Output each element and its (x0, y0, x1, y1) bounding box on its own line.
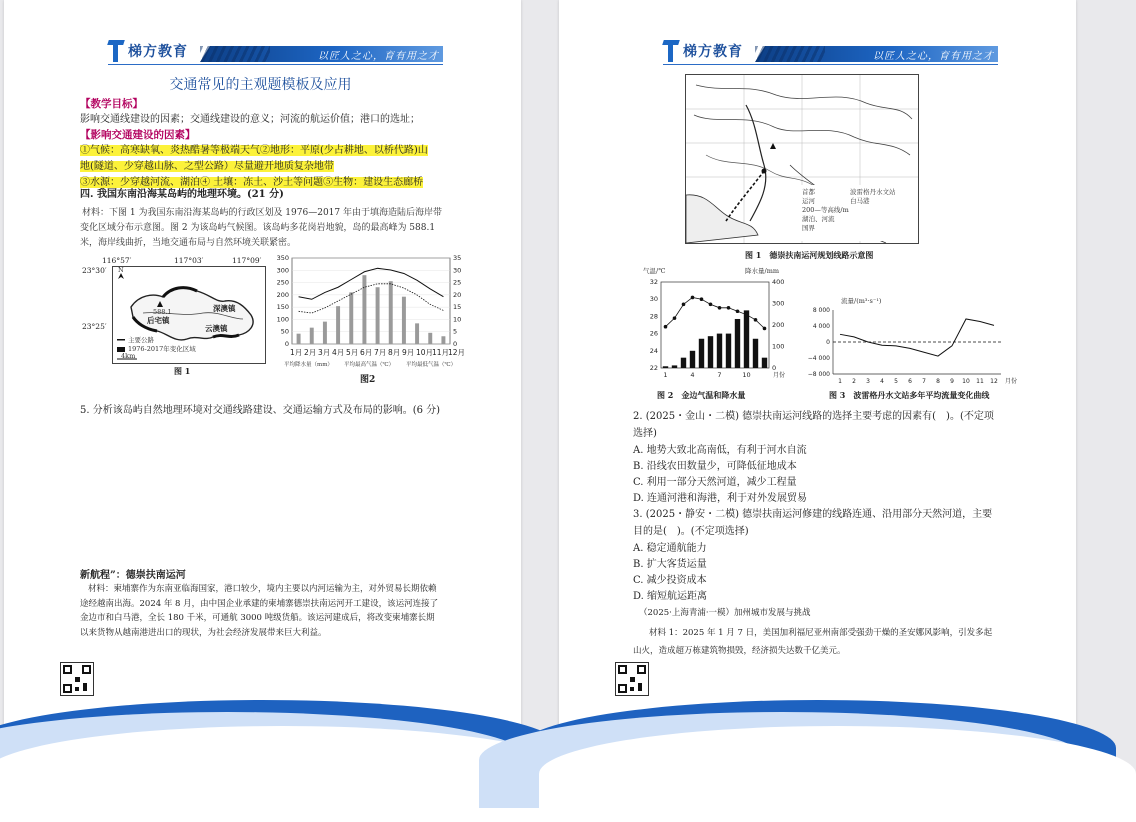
precip-bar (672, 365, 677, 368)
month-tick: 3月 (318, 348, 331, 357)
legend-item: 白马港 (850, 197, 870, 205)
month-tick: 4月 (332, 348, 345, 357)
right-tick: 25 (453, 278, 462, 287)
left-tick: 150 (276, 303, 289, 312)
factors-line-2: 地(隧道、少穿越山脉、之型公路）尽量避开地质复杂地带 (80, 161, 334, 172)
chart3-svg (801, 306, 1018, 390)
x-tick: 9 (950, 378, 954, 385)
x-unit: 月份 (772, 372, 786, 379)
right-tick: 10 (453, 315, 462, 324)
precip-bar (415, 323, 419, 344)
temp-point (664, 325, 668, 329)
material-text: 材料：下图 1 为我国东南沿海某岛屿的行政区划及 1976—2017 年由于填海造陆后海岸带变化区域分布示意图。图 2 为该岛屿气候图。该岛屿多花岗岩地貌，岛的最高峰为 588.1 米，海岸线曲折，当地交通布局与自然环境关联紧密。 (80, 208, 442, 248)
case-material: 材料 1：2025 年 1 月 7 日，美国加利福尼亚州南部受强劲干燥的圣安娜风影响，引发多起山火，造成超万栋建筑物损毁，经济损失达数千亿美元。 (633, 628, 993, 656)
flow-curve (840, 319, 994, 356)
qr-marker (82, 665, 91, 674)
temp-point (736, 309, 740, 313)
right-tick: 300 (772, 299, 785, 308)
left-tick: 22 (649, 364, 658, 372)
factors-line-2-wrap (80, 158, 334, 175)
x-tick: 7 (922, 378, 926, 385)
left-tick: 30 (649, 295, 658, 304)
x-unit: 月份 (1005, 378, 1018, 385)
x-tick: 10 (962, 378, 970, 385)
temp-point (673, 316, 677, 320)
legend-precip: 平均降水量（mm） (284, 362, 333, 368)
right-tick: 35 (453, 254, 462, 262)
chart3-caption: 图 3 波雷格丹水文站多年平均流量变化曲线 (829, 390, 990, 400)
x-tick: 10 (742, 371, 751, 379)
legend-item: 200—等高线/m (802, 206, 849, 214)
legend-item: 运河 (802, 197, 815, 205)
new-canal-title: 新航程”：德崇扶南运河 (80, 570, 186, 581)
lon-label: 117°03′ (174, 256, 204, 265)
precip-bar (428, 333, 432, 344)
legend-road-label: 主要公路 (128, 336, 154, 344)
right-content (633, 0, 1018, 656)
temp-point (700, 297, 704, 301)
month-tick: 7月 (374, 348, 387, 357)
right-tick: 20 (453, 290, 462, 299)
factors-line-1: ①气候：高寒缺氧、炎热酷暑等极端天气②地形：平原(少占耕地、以桥代路)山 (80, 145, 428, 156)
x-tick: 6 (908, 378, 912, 385)
left-tick: 250 (276, 278, 289, 287)
legend-change-label: 1976-2017年变化区域 (128, 345, 196, 353)
climate-legend (284, 360, 474, 370)
temp-point (754, 318, 758, 322)
teaching-goal-text: 影响交通线建设的因素；交通线建设的意义；河流的航运价值；港口的选址； (80, 114, 420, 125)
question-5: 5. 分析该岛屿自然地理环境对交通线路建设、交通运输方式及布局的影响。(6 分) (80, 405, 441, 416)
temp-point (763, 327, 767, 331)
motto: 以匠人之心，育有用之才 (873, 51, 994, 62)
month-tick: 1月 (290, 348, 303, 357)
right-tick: 200 (772, 321, 785, 329)
left-tick: 100 (276, 315, 289, 324)
factors-line-1-wrap (80, 142, 428, 159)
y-tick: −4 000 (807, 355, 830, 362)
page-footer (4, 656, 521, 736)
climate-chart (270, 252, 470, 392)
x-tick: 5 (894, 378, 898, 385)
precip-bar (323, 322, 327, 344)
qr-dot (638, 683, 642, 691)
y-tick: 8 000 (812, 307, 830, 314)
x-tick: 3 (866, 378, 870, 385)
jinbian-chart (641, 266, 791, 406)
motto: 以匠人之心，育有用之才 (318, 51, 439, 62)
y-tick: 4 000 (812, 323, 830, 330)
precip-bar (762, 358, 767, 368)
lon-label: 117°09′ (232, 256, 262, 265)
qr-marker (63, 684, 72, 693)
temp-point (682, 303, 686, 307)
legend-item: 波雷格丹水文站 (850, 188, 896, 196)
legend-road-swatch (117, 339, 125, 341)
qr-dot (75, 677, 80, 682)
plot-frame (292, 258, 450, 344)
q2-option: B. 沿线农田数量少，可降低征地成本 (633, 461, 797, 472)
plot-frame (661, 282, 769, 368)
brand-name: 梯方教育 (683, 44, 743, 60)
precip-bar (376, 287, 380, 344)
q3-option: A. 稳定通航能力 (633, 543, 707, 554)
precip-bar (362, 275, 366, 344)
right-tick: 5 (453, 327, 458, 336)
month-tick: 2月 (304, 348, 317, 357)
right-tick: 0 (772, 364, 777, 372)
x-tick: 12 (990, 378, 998, 385)
legend-min-temp: 平均最低气温（℃） (406, 362, 457, 368)
q2-stem: 2. (2025・金山・二模) 德崇扶南运河线路的选择主要考虑的因素有( )。(不定项选择) (633, 411, 994, 439)
x-tick: 1 (663, 371, 668, 379)
x-tick: 7 (717, 371, 722, 379)
precip-bar (735, 319, 740, 368)
left-tick: 26 (649, 329, 658, 338)
y-tick: 0 (826, 339, 830, 346)
precip-bar (389, 281, 393, 344)
chart2-ylabel-right: 降水量/mm (745, 267, 780, 275)
chart2-svg (641, 276, 791, 390)
contour-line (696, 85, 912, 119)
left-tick: 200 (276, 290, 289, 299)
q3-option: C. 减少投资成本 (633, 575, 707, 586)
qr-dot (75, 687, 79, 691)
q2-option: A. 地势大致北高南低，有利于河水自流 (633, 445, 807, 456)
left-tick: 350 (276, 254, 289, 262)
page-footer (559, 656, 1076, 736)
lat-label: 23°25′ (82, 322, 107, 331)
temp-point (745, 313, 749, 317)
peak-label: 588.1 (153, 308, 172, 316)
legend-item: 首都 (802, 188, 815, 196)
month-tick: 6月 (360, 348, 373, 357)
new-canal-text: 材料：柬埔寨作为东南亚临海国家，港口较少，境内主要以内河运输为主，对外贸易长期依赖途经越南出海。2024 年 8 月，由中国企业承建的柬埔寨德崇扶南运河开工建设，该运河连接了金边市和白马港，全长 180 千米，可通航 3000 吨级货船。该运河建成后，将改变柬埔寨长期以来货物从越南港进出口的现状，为社会经济发展带来巨大利益。 (80, 584, 439, 638)
right-tick: 100 (772, 342, 785, 351)
y-tick: −8 000 (807, 371, 830, 378)
temp-point (691, 296, 695, 300)
river-line (706, 155, 816, 187)
x-tick: 8 (936, 378, 940, 385)
min-temp-line (299, 284, 444, 313)
chart3-ylabel: 流量/(m³·s⁻¹) (841, 297, 882, 305)
precip-bar (753, 339, 758, 368)
temp-line (666, 297, 765, 328)
chart2-caption: 图 2 金边气温和降水量 (657, 390, 746, 400)
precip-bar (726, 334, 731, 368)
qr-marker (637, 665, 646, 674)
canal-map (685, 74, 919, 244)
island-map (112, 266, 266, 364)
q3-stem: 3. (2025・静安・二模) 德崇扶南运河修建的线路连通、沿用部分天然河道，主要目的是( )。(不定项选择) (633, 509, 993, 537)
town-label: 云澳镇 (205, 324, 228, 333)
qr-marker (618, 665, 627, 674)
chart2-ylabel-left: 气温/℃ (643, 267, 666, 275)
station-icon (770, 143, 776, 149)
precip-bar (663, 366, 668, 368)
qr-marker (63, 665, 72, 674)
page-title: 交通常见的主观题模板及应用 (169, 77, 352, 93)
case-title: （2025·上海青浦·一模）加州城市发展与挑战 (639, 608, 811, 618)
town-label: 后宅镇 (147, 316, 170, 325)
precip-bar (699, 339, 704, 368)
legend-item: 湖泊、河流 (802, 215, 835, 223)
left-tick: 24 (649, 346, 658, 355)
q2-option: D. 连通河港和海港，利于对外发展贸易 (633, 493, 808, 504)
town-label: 深澳镇 (213, 304, 236, 313)
month-tick: 11月 (432, 348, 450, 357)
left-content (78, 0, 466, 638)
footer-wave (539, 726, 1136, 822)
precip-bar (717, 334, 722, 368)
month-axis (290, 347, 466, 359)
precip-bar (297, 334, 301, 344)
x-tick: 2 (852, 378, 856, 385)
right-tick: 400 (772, 278, 785, 286)
qr-marker (618, 684, 627, 693)
precip-bar (402, 297, 406, 344)
right-page (559, 0, 1076, 736)
q3-option: D. 缩短航运距离 (633, 591, 708, 602)
canal-map-caption: 图 1 德崇扶南运河规划线路示意图 (745, 250, 874, 260)
q3-option: B. 扩大客货运量 (633, 559, 707, 570)
left-tick: 0 (284, 340, 289, 348)
precip-bar (441, 336, 445, 344)
temp-point (718, 306, 722, 310)
brand-name: 梯方教育 (128, 44, 188, 60)
qr-code-icon (615, 662, 649, 696)
x-tick: 4 (690, 371, 695, 379)
right-tick: 30 (453, 266, 462, 275)
x-tick: 4 (880, 378, 884, 385)
month-tick: 8月 (388, 348, 401, 357)
precip-bar (349, 292, 353, 344)
q2-option: C. 利用一部分天然河道，减少工程量 (633, 477, 797, 488)
left-tick: 300 (276, 266, 289, 275)
precip-bar (336, 306, 340, 344)
x-tick: 11 (976, 378, 984, 385)
lat-label: 23°30′ (82, 266, 107, 275)
climate-caption: 图2 (360, 375, 376, 385)
lon-label: 116°57′ (102, 256, 132, 265)
month-tick: 12月 (448, 348, 466, 357)
precip-bar (690, 351, 695, 368)
left-page (4, 0, 521, 736)
qr-code-icon (60, 662, 94, 696)
qr-dot (630, 677, 635, 682)
max-temp-line (299, 268, 444, 299)
month-tick: 5月 (346, 348, 359, 357)
factors-line-3: ③水源：少穿越河流、湖泊④ 土壤：冻土、沙土等问题⑤生物：建设生态廊桥 (80, 177, 424, 188)
left-tick: 32 (649, 278, 658, 286)
teaching-goal-heading: 【教学目标】 (80, 98, 143, 110)
precip-bar (744, 310, 749, 368)
precip-bar (708, 336, 713, 368)
map1-caption: 图 1 (174, 366, 191, 376)
precip-bar (681, 358, 686, 368)
right-tick: 15 (453, 303, 462, 312)
factors-heading: 【影响交通建设的因素】 (80, 129, 196, 141)
month-tick: 9月 (402, 348, 415, 357)
temp-point (709, 303, 713, 307)
flow-chart (801, 296, 1018, 406)
precip-bar (310, 328, 314, 344)
legend-item: 国界 (802, 224, 815, 232)
right-tick: 0 (453, 340, 458, 348)
x-tick: 1 (838, 378, 842, 385)
left-tick: 50 (280, 327, 289, 336)
month-tick: 10月 (416, 348, 434, 357)
change-zone (213, 335, 239, 337)
left-tick: 28 (649, 312, 658, 321)
north-label: N (118, 266, 124, 274)
temp-point (727, 306, 731, 310)
coast-area (686, 195, 758, 243)
capital-icon (762, 169, 767, 174)
legend-max-temp: 平均最高气温（℃） (344, 362, 395, 368)
canal-line (726, 171, 764, 221)
scale-label: 4km (121, 352, 136, 360)
qr-dot (83, 683, 87, 691)
qr-dot (630, 687, 634, 691)
question-4: 四. 我国东南沿海某岛屿的地理环境。(21 分) (80, 189, 284, 200)
